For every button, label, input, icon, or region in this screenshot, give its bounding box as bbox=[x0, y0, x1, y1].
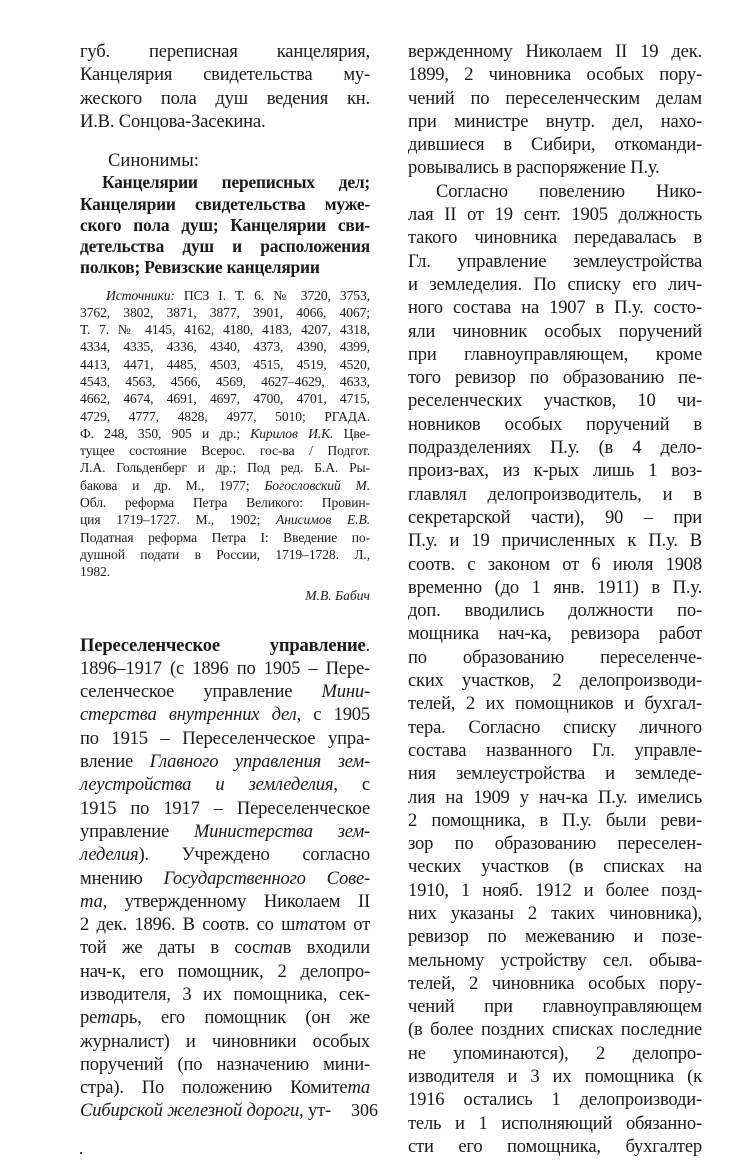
paragraph-line: лия на 1909 у нач-ка П.у. имелись bbox=[408, 786, 702, 808]
paragraph-line: главлял делопроизводитель, и в bbox=[408, 483, 702, 505]
paragraph-line: состава названного Гл. управле- bbox=[408, 739, 702, 761]
source-line: бакова и др. М., 1977; Богословский М. bbox=[80, 477, 370, 493]
paragraph-line: П.у. и 19 причисленных к П.у. В bbox=[408, 530, 702, 552]
paragraph-line: такого чиновника передавалась в bbox=[408, 227, 702, 249]
intro-line: губ. переписная канцелярия, bbox=[80, 41, 370, 62]
source-line: Ф. 248, 350, 905 и др.; Кирилов И.К. Цве- bbox=[80, 425, 370, 441]
paragraph-line: телей, 2 их помощников и бухгал- bbox=[408, 693, 702, 715]
right-paragraph-2 bbox=[408, 180, 702, 1158]
paragraph-line: произ-вах, из к-рых лишь 1 воз- bbox=[408, 460, 702, 482]
paragraph-line: и земледелия. По списку его лич- bbox=[408, 273, 702, 295]
entry-line: ретарь, его помощник (он же bbox=[80, 1007, 370, 1029]
paragraph-line: соотв. с законом от 6 июля 1908 bbox=[408, 553, 702, 575]
paragraph-line: лая II от 19 сент. 1905 должность bbox=[408, 204, 702, 226]
paragraph-line: реселенческих участков, 10 чи- bbox=[408, 390, 702, 412]
synonyms-block bbox=[80, 172, 370, 278]
right-paragraph-1 bbox=[408, 40, 702, 180]
paragraph-line: ревизор по межеванию и позе- bbox=[408, 926, 702, 948]
paragraph-line: 2 помощника, в П.у. были реви- bbox=[408, 809, 702, 831]
synonym-line: ского пола душ; Канцелярии сви- bbox=[80, 214, 370, 235]
source-line: 4413, 4471, 4485, 4503, 4515, 4519, 4520, bbox=[80, 356, 370, 372]
paragraph-line: изводителя и 3 их помощника (к bbox=[408, 1066, 702, 1088]
paragraph-line: вержденному Николаем II 19 дек. bbox=[408, 41, 702, 62]
paragraph-line: ния землеустройства и земледе- bbox=[408, 763, 702, 785]
paragraph-line: телей, 2 чиновника особых пору- bbox=[408, 972, 702, 994]
entry-line: вление Главного управления зем- bbox=[80, 751, 370, 773]
paragraph-line: 1916 остались 1 делопроизводи- bbox=[408, 1089, 702, 1111]
source-line: 4334, 4335, 4336, 4340, 4373, 4390, 4399, bbox=[80, 339, 370, 355]
paragraph-line: временно (до 1 янв. 1911) в П.у. bbox=[408, 576, 702, 598]
paragraph-line: ного состава на 1907 в П.у. состо- bbox=[408, 297, 702, 319]
entry-line: стерства внутренних дел, с 1905 bbox=[80, 704, 370, 726]
synonym-line: полков; Ревизские канцелярии bbox=[80, 257, 320, 278]
entry-article bbox=[80, 634, 370, 1123]
synonyms-label: Синонимы: bbox=[108, 150, 199, 172]
paragraph-line: ровывались в распоряжение П.у. bbox=[408, 157, 660, 179]
paragraph-line: тель и 1 исполняющий обязанно- bbox=[408, 1112, 702, 1134]
paragraph-line: ских участков, 2 делопроизводи- bbox=[408, 670, 702, 692]
paragraph-line: подразделениях П.у. (в 4 дело- bbox=[408, 437, 702, 459]
paragraph-line: ческих участков (в списках на bbox=[408, 856, 702, 878]
entry-line: леделия). Учреждено согласно bbox=[80, 844, 370, 866]
synonym-line: Канцелярии переписных дел; bbox=[102, 172, 370, 193]
author-signature: М.В. Бабич bbox=[305, 587, 370, 603]
entry-line: селенческое управление Мини- bbox=[80, 681, 370, 703]
intro-line: И.В. Сонцова-Засекина. bbox=[80, 110, 266, 132]
paragraph-line: Согласно повелению Нико- bbox=[436, 180, 702, 202]
intro-line: жеского пола душ ведения кн. bbox=[80, 87, 370, 109]
source-line: душной подати в России, 1719–1728. Л., bbox=[80, 546, 370, 562]
source-line: Источники: ПСЗ I. Т. 6. № 3720, 3753, bbox=[106, 287, 370, 303]
entry-line: мнению Государственного Сове- bbox=[80, 867, 370, 889]
intro-paragraph bbox=[80, 40, 370, 133]
synonym-line: Канцелярии свидетельства муже- bbox=[80, 193, 370, 214]
paragraph-line: яли чиновник особых поручений bbox=[408, 320, 702, 342]
scan-speck bbox=[80, 1152, 82, 1154]
entry-line: стра). По положению Комитета bbox=[80, 1077, 370, 1099]
paragraph-line: чений при главноуправляющем bbox=[408, 996, 702, 1018]
paragraph-line: (в более поздних списках последние bbox=[408, 1019, 702, 1041]
entry-line: поручений (по назначению мини- bbox=[80, 1053, 370, 1075]
paragraph-line: зор по образованию переселен- bbox=[408, 833, 702, 855]
intro-line: Канцелярия свидетельства му- bbox=[80, 64, 370, 86]
source-line: 4662, 4674, 4691, 4697, 4700, 4701, 4715, bbox=[80, 391, 370, 407]
paragraph-line: дившиеся в Сибири, откоманди- bbox=[408, 134, 702, 156]
paragraph-line: того ревизор по образованию пе- bbox=[408, 367, 702, 389]
paragraph-line: них указаны 2 таких чиновника), bbox=[408, 902, 702, 924]
entry-line: той же даты в состав входили bbox=[80, 937, 370, 959]
source-line: Податная реформа Петра I: Введение по- bbox=[80, 529, 370, 545]
entry-line: нач-к, его помощник, 2 делопро- bbox=[80, 960, 370, 982]
paragraph-line: мельному устройству сел. обыва- bbox=[408, 949, 702, 971]
paragraph-line: по образованию переселенче- bbox=[408, 646, 702, 668]
right-column bbox=[408, 40, 702, 1158]
source-line: Т. 7. № 4145, 4162, 4180, 4183, 4207, 4318, bbox=[80, 322, 370, 338]
source-line: ция 1719–1727. М., 1902; Анисимов Е.В. bbox=[80, 512, 370, 528]
source-line: 3762, 3802, 3871, 3877, 3901, 4066, 4067; bbox=[80, 304, 370, 320]
source-line: Обл. реформа Петра Великого: Провин- bbox=[80, 495, 370, 511]
entry-line: 1915 по 1917 – Переселенческое bbox=[80, 797, 370, 819]
entry-line: леустройства и земледелия, с bbox=[80, 774, 370, 796]
paragraph-line: тера. Согласно списку личного bbox=[408, 716, 702, 738]
paragraph-line: 1899, 2 чиновника особых пору- bbox=[408, 64, 702, 86]
entry-line: та, утвержденному Николаем II bbox=[80, 890, 370, 912]
paragraph-line: не упоминаются), 2 делопро- bbox=[408, 1042, 702, 1064]
sources-block bbox=[80, 287, 370, 581]
entry-line: Переселенческое управление. bbox=[80, 634, 370, 656]
left-column bbox=[80, 40, 370, 1123]
source-line: 4729, 4777, 4828, 4977, 5010; РГАДА. bbox=[80, 408, 370, 424]
paragraph-line: мощника нач-ка, ревизора работ bbox=[408, 623, 702, 645]
paragraph-line: при главноуправляющем, кроме bbox=[408, 343, 702, 365]
paragraph-line: сти его помощника, бухгалтер bbox=[408, 1135, 702, 1157]
entry-line: управление Министерства зем- bbox=[80, 820, 370, 842]
page-number: 306 bbox=[351, 1100, 378, 1120]
entry-line: 2 дек. 1896. В соотв. со штатом от bbox=[80, 914, 370, 936]
entry-line: по 1915 – Переселенческое упра- bbox=[80, 727, 370, 749]
source-line: 4543, 4563, 4566, 4569, 4627–4629, 4633, bbox=[80, 373, 370, 389]
source-line: Л.А. Гольденберг и др.; Под ред. Б.А. Ры- bbox=[80, 460, 370, 476]
paragraph-line: Гл. управление землеустройства bbox=[408, 250, 702, 272]
source-line: тущее состояние Всерос. гос-ва / Подгот. bbox=[80, 443, 370, 459]
entry-line: изводителя, 3 их помощника, сек- bbox=[80, 984, 370, 1005]
paragraph-line: 1910, 1 нояб. 1912 и более позд- bbox=[408, 879, 702, 901]
entry-line: Сибирской железной дороги, ут- bbox=[80, 1100, 332, 1122]
synonym-line: детельства душ и расположения bbox=[80, 236, 370, 257]
source-line: 1982. bbox=[80, 564, 111, 580]
entry-line: 1896–1917 (с 1896 по 1905 – Пере- bbox=[80, 657, 370, 679]
paragraph-line: чений по переселенческим делам bbox=[408, 87, 702, 109]
paragraph-line: новников особых поручений в bbox=[408, 413, 702, 435]
paragraph-line: секретарской части), 90 – при bbox=[408, 506, 702, 528]
paragraph-line: при министре внутр. дел, нахо- bbox=[408, 110, 702, 132]
entry-line: журналист) и чиновники особых bbox=[80, 1030, 370, 1052]
paragraph-line: доп. вводились должности по- bbox=[408, 600, 702, 622]
